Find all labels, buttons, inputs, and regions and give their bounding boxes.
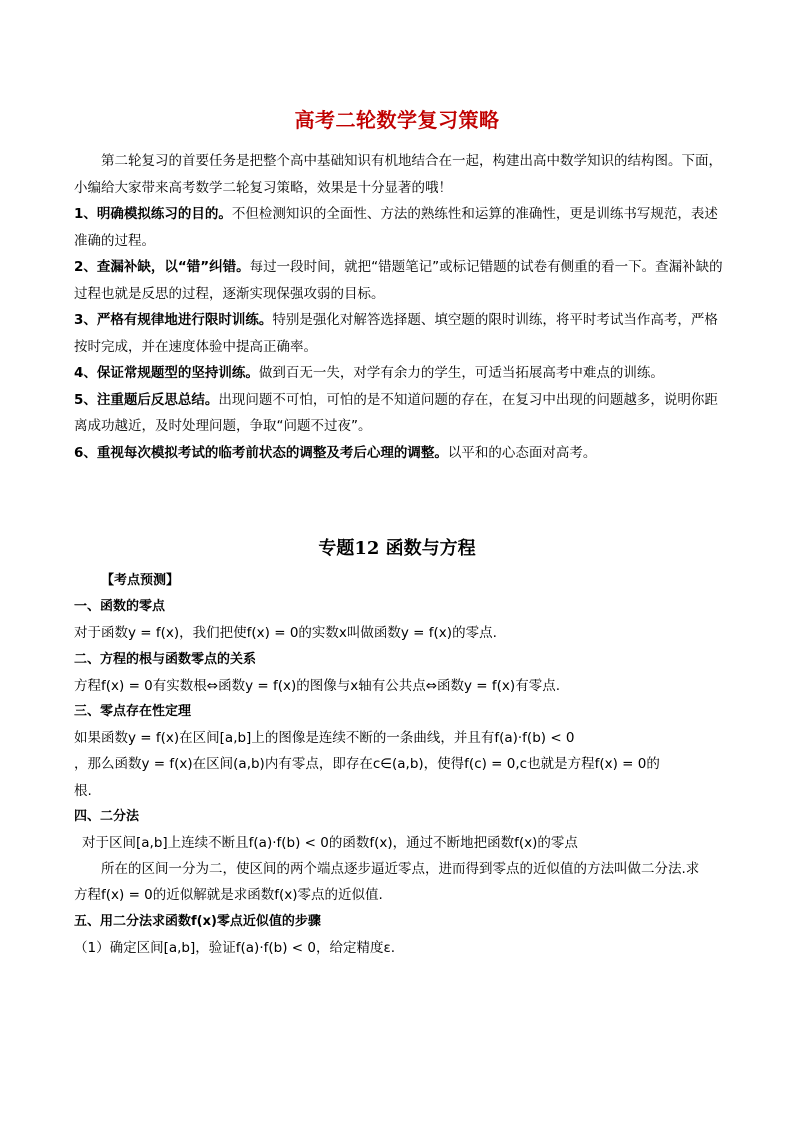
item-heading: 4、保证常规题型的坚持训练。 [74, 365, 259, 381]
list-item [74, 254, 724, 307]
item-text: 以平和的心态面对高考。 [447, 444, 597, 461]
strategy-list [74, 201, 724, 466]
section-text: 所在的区间一分为二，使区间的两个端点逐步逼近零点，进而得到零点的近似值的方法叫做二分法.求 [101, 861, 700, 878]
item-heading: 3、严格有规律地进行限时训练。 [74, 312, 273, 328]
section-text: 根. [74, 782, 92, 799]
item-text: 特别是强化对解答选择题、填空题的限时训练，将平时考试当作高考，严格按时完成，并在速度体验中提高正确率。 [74, 312, 718, 355]
section-title: 五、用二分法求函数f(x)零点近似值的步骤 [74, 913, 321, 929]
section-text: 对于函数y = f(x)，我们把使f(x) = 0的实数x叫做函数y = f(x)的零点. [74, 625, 497, 642]
list-item [74, 440, 724, 467]
section-title: 一、函数的零点 [74, 599, 166, 615]
item-text: 出现问题不可怕，可怕的是不知道问题的存在，在复习中出现的问题越多，说明你距离成功越近，及时处理问题，争取“问题不过夜”。 [74, 391, 718, 434]
list-item [74, 201, 724, 254]
section-title: 四、二分法 [74, 808, 140, 824]
section-text: ，那么函数y = f(x)在区间(a,b)内有零点，即存在c∈(a,b)，使得f(c) = 0,c也就是方程f(x) = 0的 [74, 756, 660, 773]
prediction-label: 【考点预测】 [101, 573, 180, 588]
list-item [74, 307, 724, 360]
item-text: 每过一段时间，就把“错题笔记”或标记错题的试卷有侧重的看一下。查漏补缺的过程也就是反思的过程，逐渐实现保强攻弱的目标。 [74, 259, 723, 302]
section-text: 对于区间[a,b]上连续不断且f(a)·f(b) < 0的函数f(x)，通过不断地把函数f(x)的零点 [82, 835, 578, 852]
item-heading: 6、重视每次模拟考试的临考前状态的调整及考后心理的调整。 [74, 444, 448, 461]
item-heading: 1、明确模拟练习的目的。 [74, 206, 232, 222]
list-item [74, 360, 724, 387]
section-title: 三、零点存在性定理 [74, 704, 192, 720]
intro-paragraph: 第二轮复习的首要任务是把整个高中基础知识有机地结合在一起，构建出高中数学知识的结构图。下面，小编给大家带来高考数学二轮复习策略，效果是十分显著的哦！ [74, 153, 722, 196]
section-text: 如果函数y = f(x)在区间[a,b]上的图像是连续不断的一条曲线，并且有f(a)·f(b) < 0 [74, 730, 575, 747]
item-heading: 2、查漏补缺，以“错”纠错。 [74, 259, 250, 275]
section-text: （1）确定区间[a,b]，验证f(a)·f(b) < 0，给定精度ε. [74, 939, 396, 956]
list-item [74, 387, 724, 440]
page-title: 高考二轮数学复习策略 [294, 108, 500, 132]
item-text: 不但检测知识的全面性、方法的熟练性和运算的准确性，更是训练书写规范，表述准确的过程。 [74, 206, 718, 249]
section-text: 方程f(x) = 0有实数根⇔函数y = f(x)的图像与x轴有公共点⇔函数y = f(x)有零点. [74, 677, 560, 694]
item-text: 做到百无一失，对学有余力的学生，可适当拓展高考中难点的训练。 [258, 365, 664, 381]
section-title: 二、方程的根与函数零点的关系 [74, 651, 257, 667]
item-heading: 5、注重题后反思总结。 [74, 391, 219, 408]
section-text: 方程f(x) = 0的近似解就是求函数f(x)零点的近似值. [74, 887, 383, 904]
topic-heading: 专题12 函数与方程 [318, 538, 476, 559]
prediction-section [74, 568, 724, 961]
